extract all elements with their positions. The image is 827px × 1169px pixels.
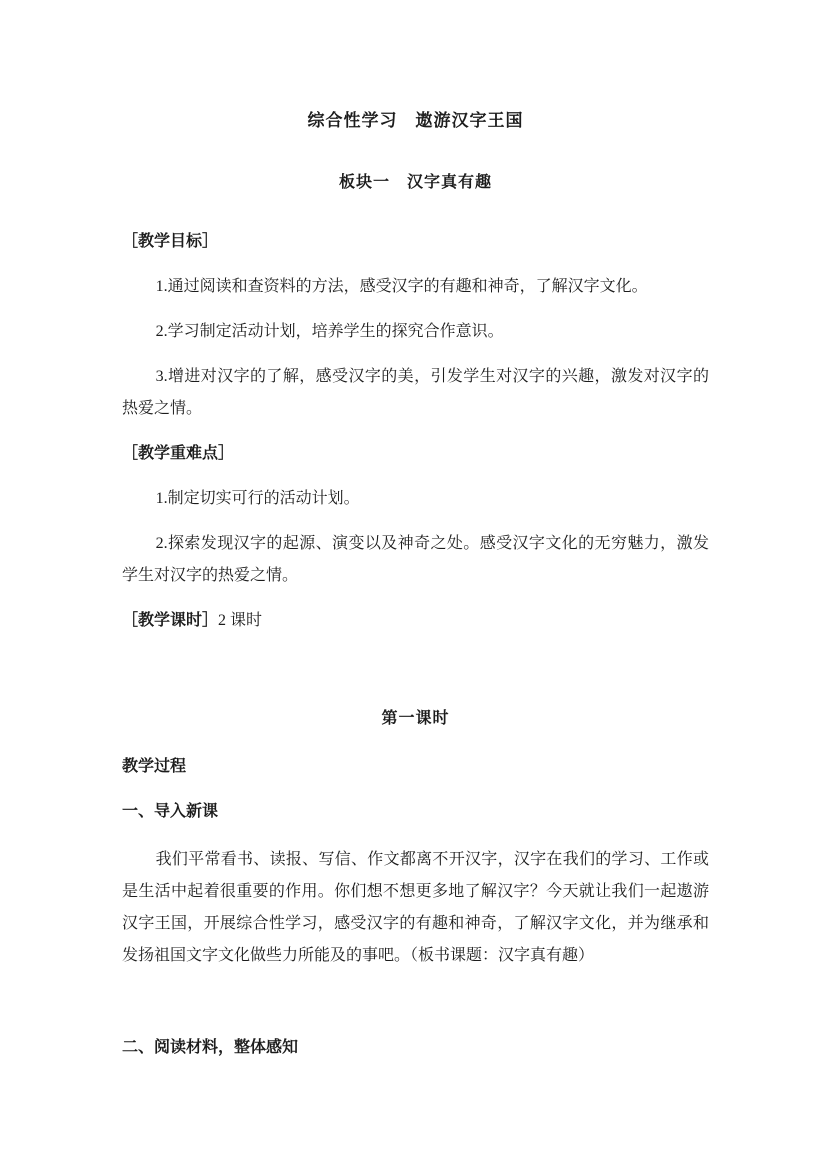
key-points-heading: ［教学重难点］ xyxy=(122,445,235,462)
step2-heading: 二、阅读材料，整体感知 xyxy=(122,1039,299,1056)
document-title: 综合性学习 遨游汉字王国 xyxy=(307,111,524,130)
class-hours-row xyxy=(122,605,709,637)
objective-item-1: 1.通过阅读和查资料的方法，感受汉字的有趣和神奇，了解汉字文化。 xyxy=(155,278,648,295)
key-point-item-2: 2.探索发现汉字的起源、演变以及神奇之处。感受汉字文化的无穷魅力，激发学生对汉字的热爱之情。 xyxy=(122,535,709,584)
key-point-item-1: 1.制定切实可行的活动计划。 xyxy=(155,490,360,507)
lesson-divider-title: 第一课时 xyxy=(381,710,450,727)
step1-paragraph: 我们平常看书、读报、写信、作文都离不开汉字，汉字在我们的学习、工作或是生活中起着很重要的作用。你们想不想更多地了解汉字？今天就让我们一起遨游汉字王国，开展综合性学习，感受汉字的有趣和神奇，了解汉字文化，并为继承和发扬祖国文字文化做些力所能及的事吧。（板书课题：汉字真有趣） xyxy=(122,851,709,964)
class-hours-heading: ［教学课时］ xyxy=(122,612,219,629)
teaching-process-heading: 教学过程 xyxy=(122,758,187,775)
objectives-heading: ［教学目标］ xyxy=(122,233,219,250)
document-subtitle: 板块一 汉字真有趣 xyxy=(338,174,492,191)
step1-heading: 一、导入新课 xyxy=(122,803,219,820)
class-hours-value: 2 课时 xyxy=(218,612,263,629)
objective-item-2: 2.学习制定活动计划，培养学生的探究合作意识。 xyxy=(155,323,504,340)
objective-item-3: 3.增进对汉字的了解，感受汉字的美，引发学生对汉字的兴趣，激发对汉字的热爱之情。 xyxy=(122,368,709,417)
